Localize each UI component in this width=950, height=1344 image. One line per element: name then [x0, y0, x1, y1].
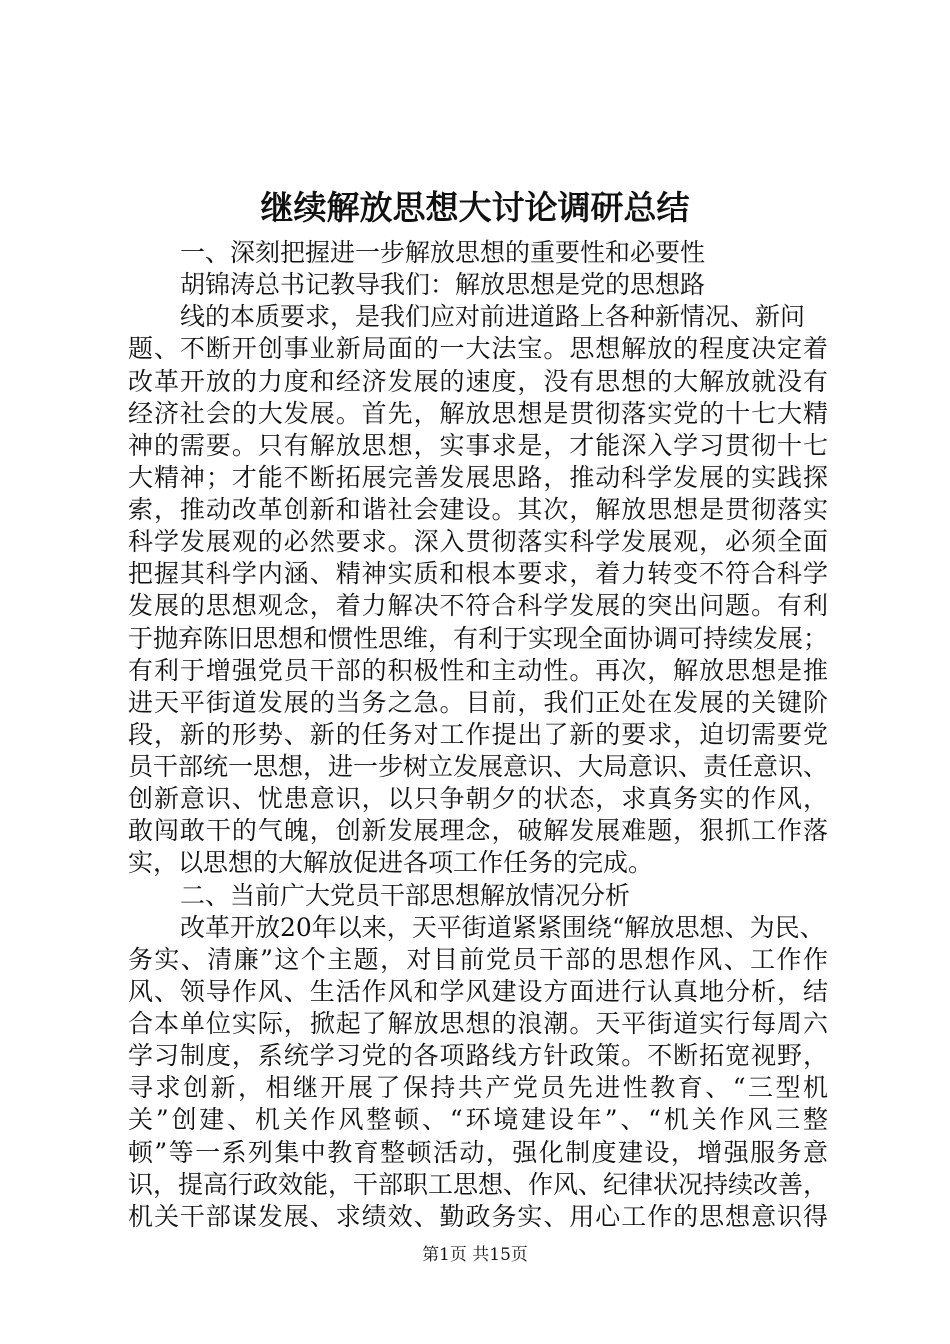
- paragraph-line: 学习制度，系统学习党的各项路线方针政策。不断拓宽视野，: [128, 1041, 828, 1071]
- paragraph-line: 发展的思想观念，着力解决不符合科学发展的突出问题。有利: [128, 591, 828, 621]
- paragraph-line: 务实、清廉”这个主题，对目前党员干部的思想作风、工作作: [128, 944, 828, 974]
- paragraph-line: 经济社会的大发展。首先，解放思想是贯彻落实党的十七大精: [128, 398, 828, 428]
- paragraph-line: 把握其科学内涵、精神实质和根本要求，着力转变不符合科学: [128, 559, 828, 589]
- paragraph-line: 员干部统一思想，进一步树立发展意识、大局意识、责任意识、: [128, 752, 828, 782]
- paragraph-line: 改革开放20年以来，天平街道紧紧围绕“解放思想、为民、: [180, 912, 825, 942]
- paragraph-line: 敢闯敢干的气魄，创新发展理念，破解发展难题，狠抓工作落: [128, 816, 828, 846]
- paragraph-line: 线的本质要求，是我们应对前进道路上各种新情况、新问: [180, 302, 806, 332]
- paragraph-line: 关”创建、机关作风整顿、“环境建设年”、“机关作风三整: [128, 1105, 828, 1135]
- paragraph-line: 风、领导作风、生活作风和学风建设方面进行认真地分析，结: [128, 976, 828, 1006]
- paragraph-line: 识，提高行政效能，干部职工思想、作风、纪律状况持续改善，: [128, 1169, 828, 1199]
- paragraph-line: 寻求创新，相继开展了保持共产党员先进性教育、“三型机: [128, 1073, 828, 1103]
- paragraph-line: 于抛弃陈旧思想和惯性思维，有利于实现全面协调可持续发展；: [128, 623, 828, 653]
- paragraph-line: 顿”等一系列集中教育整顿活动，强化制度建设，增强服务意: [128, 1137, 828, 1167]
- paragraph-line: 实，以思想的大解放促进各项工作任务的完成。: [128, 848, 654, 878]
- paragraph-line: 胡锦涛总书记教导我们：解放思想是党的思想路: [180, 270, 706, 300]
- paragraph-line: 神的需要。只有解放思想，实事求是，才能深入学习贯彻十七: [128, 430, 828, 460]
- document-title: 继续解放思想大讨论调研总结: [260, 188, 690, 227]
- paragraph-line: 大精神；才能不断拓展完善发展思路，推动科学发展的实践探: [128, 462, 828, 492]
- page-number: 第1页 共15页: [422, 1245, 528, 1265]
- paragraph-line: 合本单位实际，掀起了解放思想的浪潮。天平街道实行每周六: [128, 1009, 828, 1039]
- paragraph-line: 题、不断开创事业新局面的一大法宝。思想解放的程度决定着: [128, 334, 828, 364]
- paragraph-line: 段，新的形势、新的任务对工作提出了新的要求，迫切需要党: [128, 719, 828, 749]
- section-heading: 一、深刻把握进一步解放思想的重要性和必要性: [180, 238, 706, 267]
- paragraph-line: 索，推动改革创新和谐社会建设。其次，解放思想是贯彻落实: [128, 495, 828, 525]
- paragraph-line: 创新意识、忧患意识，以只争朝夕的状态，求真务实的作风，: [128, 784, 828, 814]
- section-heading: 二、当前广大党员干部思想解放情况分析: [180, 880, 631, 910]
- paragraph-line: 有利于增强党员干部的积极性和主动性。再次，解放思想是推: [128, 655, 828, 685]
- paragraph-line: 机关干部谋发展、求绩效、勤政务实、用心工作的思想意识得: [128, 1201, 828, 1231]
- paragraph-line: 科学发展观的必然要求。深入贯彻落实科学发展观，必须全面: [128, 527, 828, 557]
- paragraph-line: 改革开放的力度和经济发展的速度，没有思想的大解放就没有: [128, 366, 828, 396]
- paragraph-line: 进天平街道发展的当务之急。目前，我们正处在发展的关键阶: [128, 687, 828, 717]
